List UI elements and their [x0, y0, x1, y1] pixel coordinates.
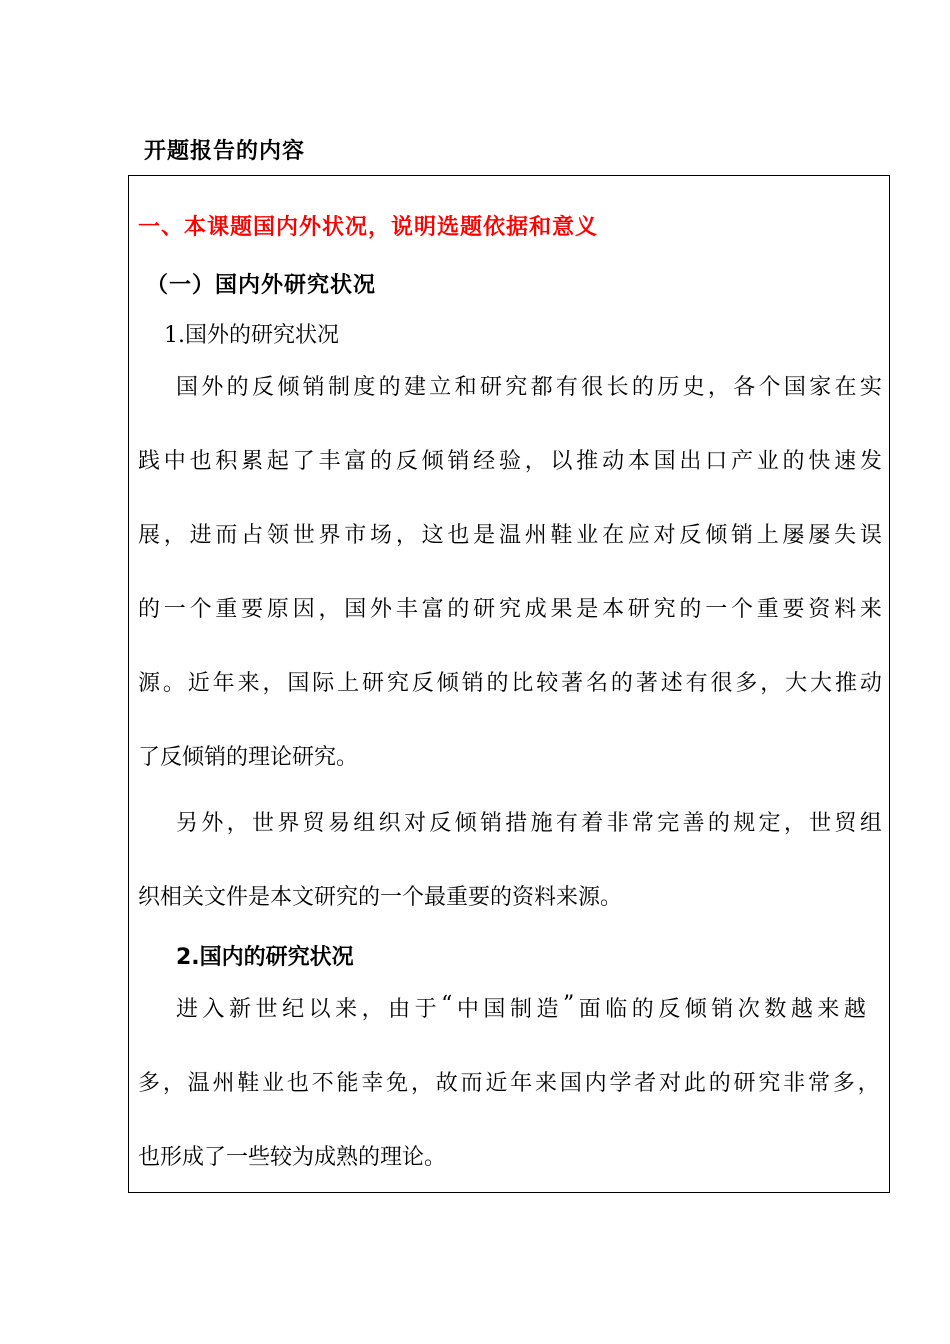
paragraph3-line: 也形成了一些较为成熟的理论。: [138, 1145, 447, 1170]
domestic-research-title: 2.国内的研究状况: [176, 945, 354, 970]
paragraph2-line: 另 外 ， 世 界 贸 易 组 织 对 反 倾 销 措 施 有 着 非 常 完 善 的 规 定 ， 世 贸 组: [176, 811, 882, 836]
paragraph1-line: 的 一 个 重 要 原 因 ， 国 外 丰 富 的 研 究 成 果 是 本 研 究 的 一 个 重 要 资 料 来: [138, 597, 882, 622]
paragraph3-line: 进 入 新 世 纪 以 来 ， 由 于 “ 中 国 制 造 ” 面 临 的 反 倾 销 次 数 越 来 越: [176, 992, 866, 1022]
paragraph1-line: 践 中 也 积 累 起 了 丰 富 的 反 倾 销 经 验 ， 以 推 动 本 国 出 口 产 业 的 快 速 发: [138, 449, 882, 474]
section-title: 一、本课题国内外状况，说明选题依据和意义: [138, 215, 599, 240]
page-heading: 开题报告的内容: [144, 139, 306, 164]
subsection-title: （一）国内外研究状况: [146, 273, 377, 298]
paragraph1-line: 国 外 的 反 倾 销 制 度 的 建 立 和 研 究 都 有 很 长 的 历 史 ， 各 个 国 家 在 实: [176, 375, 882, 400]
paragraph3-line: 多 ， 温 州 鞋 业 也 不 能 幸 免 ， 故 而 近 年 来 国 内 学 者 对 此 的 研 究 非 常 多 ，: [138, 1071, 880, 1096]
paragraph1-line: 了反倾销的理论研究。: [138, 745, 359, 770]
paragraph1-line: 展 ， 进 而 占 领 世 界 市 场 ， 这 也 是 温 州 鞋 业 在 应 对 反 倾 销 上 屡 屡 失 误: [138, 523, 882, 548]
foreign-research-title: 1.国外的研究状况: [164, 323, 339, 348]
paragraph2-line: 织相关文件是本文研究的一个最重要的资料来源。: [138, 885, 623, 910]
paragraph1-line: 源 。 近 年 来 ， 国 际 上 研 究 反 倾 销 的 比 较 著 名 的 著 述 有 很 多 ， 大 大 推 动: [138, 671, 882, 696]
